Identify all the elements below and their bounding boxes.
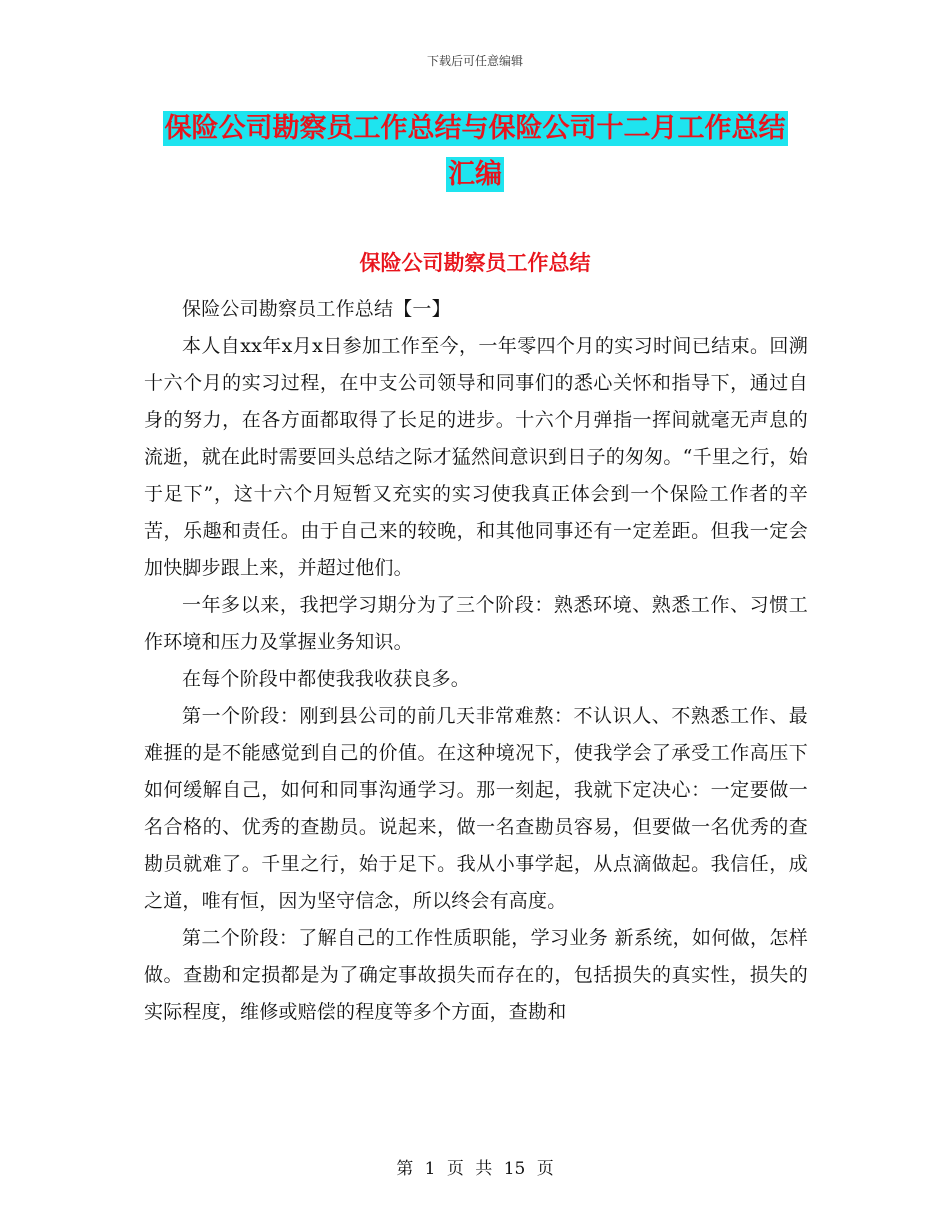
paragraph: 第一个阶段：刚到县公司的前几天非常难熬：不认识人、不熟悉工作、最难捱的是不能感觉到自己的价值。在这种境况下，使我学会了承受工作高压下如何缓解自己，如何和同事沟通学习。那一刻起，我就下定决心：一定要做一名合格的、优秀的查勘员。说起来，做一名查勘员容易，但要做一名优秀的查勘员就难了。千里之行，始于足下。我从小事学起，从点滴做起。我信任，成之道，唯有恒，因为坚守信念，所以终会有高度。 [144, 705, 808, 912]
paragraph: 保险公司勘察员工作总结【一】 [182, 298, 451, 320]
paragraph: 第二个阶段：了解自己的工作性质职能，学习业务 新系统，如何做，怎样做。查勘和定损都是为了确定事故损失而存在的，包括损失的真实性，损失的实际程度，维修或赔偿的程度等多个方面，查勘和 [144, 927, 808, 1023]
section-title: 保险公司勘察员工作总结 [359, 251, 591, 275]
title-line-1: 保险公司勘察员工作总结与保险公司十二月工作总结 [164, 113, 786, 144]
paragraph: 在每个阶段中都使我我收获良多。 [182, 668, 471, 690]
title-line-2: 汇编 [448, 159, 502, 190]
paragraph: 一年多以来，我把学习期分为了三个阶段：熟悉环境、熟悉工作、习惯工作环境和压力及掌握业务知识。 [144, 594, 808, 653]
body-text [144, 291, 808, 1031]
page-footer: 第 1 页 共 15 页 [396, 1159, 554, 1179]
document-title [90, 106, 860, 198]
paragraph: 本人自xx年x月x日参加工作至今，一年零四个月的实习时间已结束。回溯十六个月的实习过程，在中支公司领导和同事们的悉心关怀和指导下，通过自身的努力，在各方面都取得了长足的进步。十六个月弹指一挥间就毫无声息的流逝，就在此时需要回头总结之际才猛然间意识到日子的匆匆。“千里之行，始于足下”，这十六个月短暂又充实的实习使我真正体会到一个保险工作者的辛苦，乐趣和责任。由于自己来的较晚，和其他同事还有一定差距。但我一定会加快脚步跟上来，并超过他们。 [144, 335, 808, 579]
page-header: 下载后可任意编辑 [426, 54, 523, 68]
